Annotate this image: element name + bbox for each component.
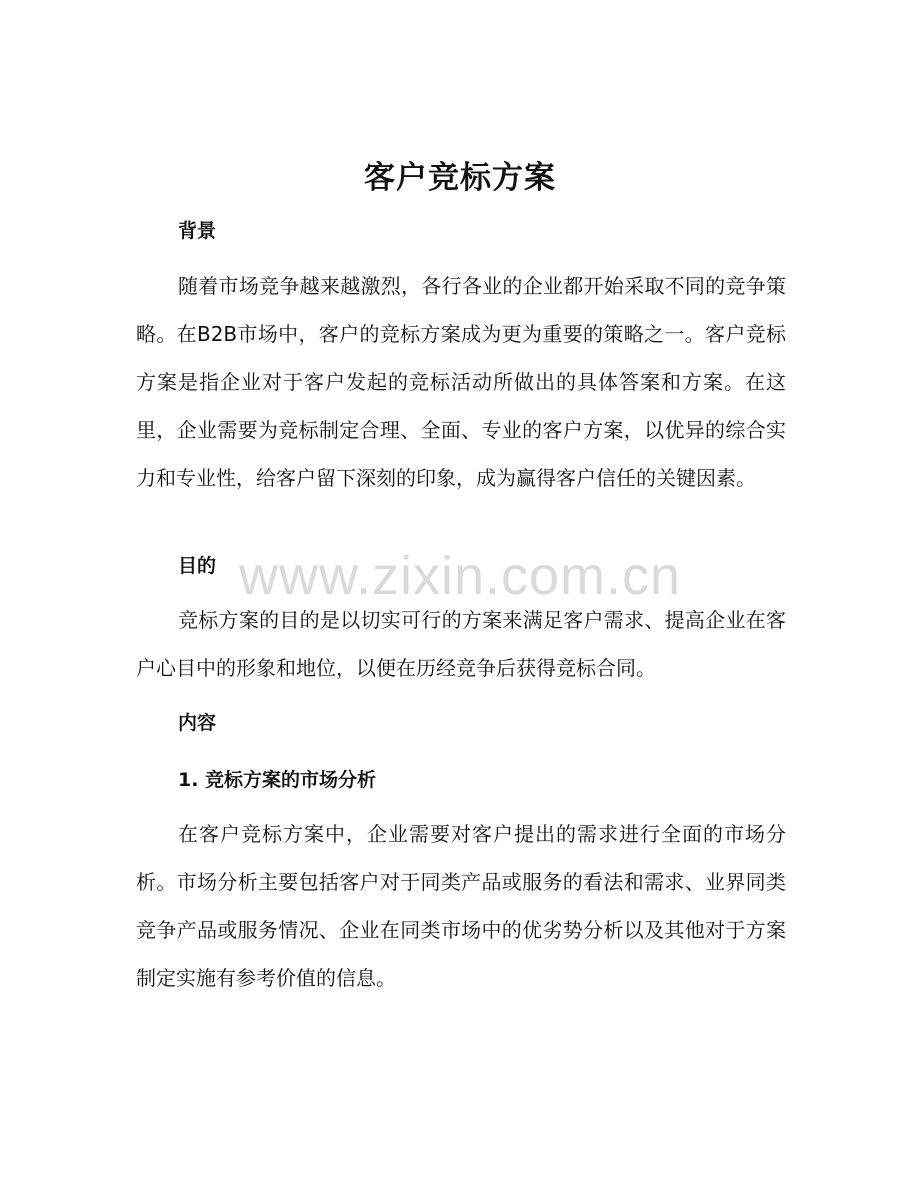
watermark-text: www.zixin.com.cn [238, 546, 682, 606]
subheading-market-analysis: 1. 竞标方案的市场分析 [178, 769, 377, 791]
heading-purpose: 目的 [178, 555, 217, 577]
document-title: 客户竞标方案 [364, 160, 556, 196]
paragraph-background: 随着市场竞争越来越激烈，各行各业的企业都开始采取不同的竞争策略。在B2B市场中，客户的竞标方案成为更为重要的策略之一。客户竞标方案是指企业对于客户发起的竞标活动所做出的具体答案和方案。在这里，企业需要为竞标制定合理、全面、专业的客户方案，以优异的综合实力和专业性，给客户留下深刻的印象，成为赢得客户信任的关键因素。 [136, 274, 786, 490]
paragraph-purpose: 竞标方案的目的是以切实可行的方案来满足客户需求、提高企业在客户心目中的形象和地位，以便在历经竞争后获得竞标合同。 [136, 608, 786, 680]
heading-background: 背景 [178, 220, 217, 242]
paragraph-market-analysis: 在客户竞标方案中，企业需要对客户提出的需求进行全面的市场分析。市场分析主要包括客户对于同类产品或服务的看法和需求、业界同类竞争产品或服务情况、企业在同类市场中的优劣势分析以及其他对于方案制定实施有参考价值的信息。 [136, 822, 786, 990]
heading-content: 内容 [178, 712, 217, 734]
